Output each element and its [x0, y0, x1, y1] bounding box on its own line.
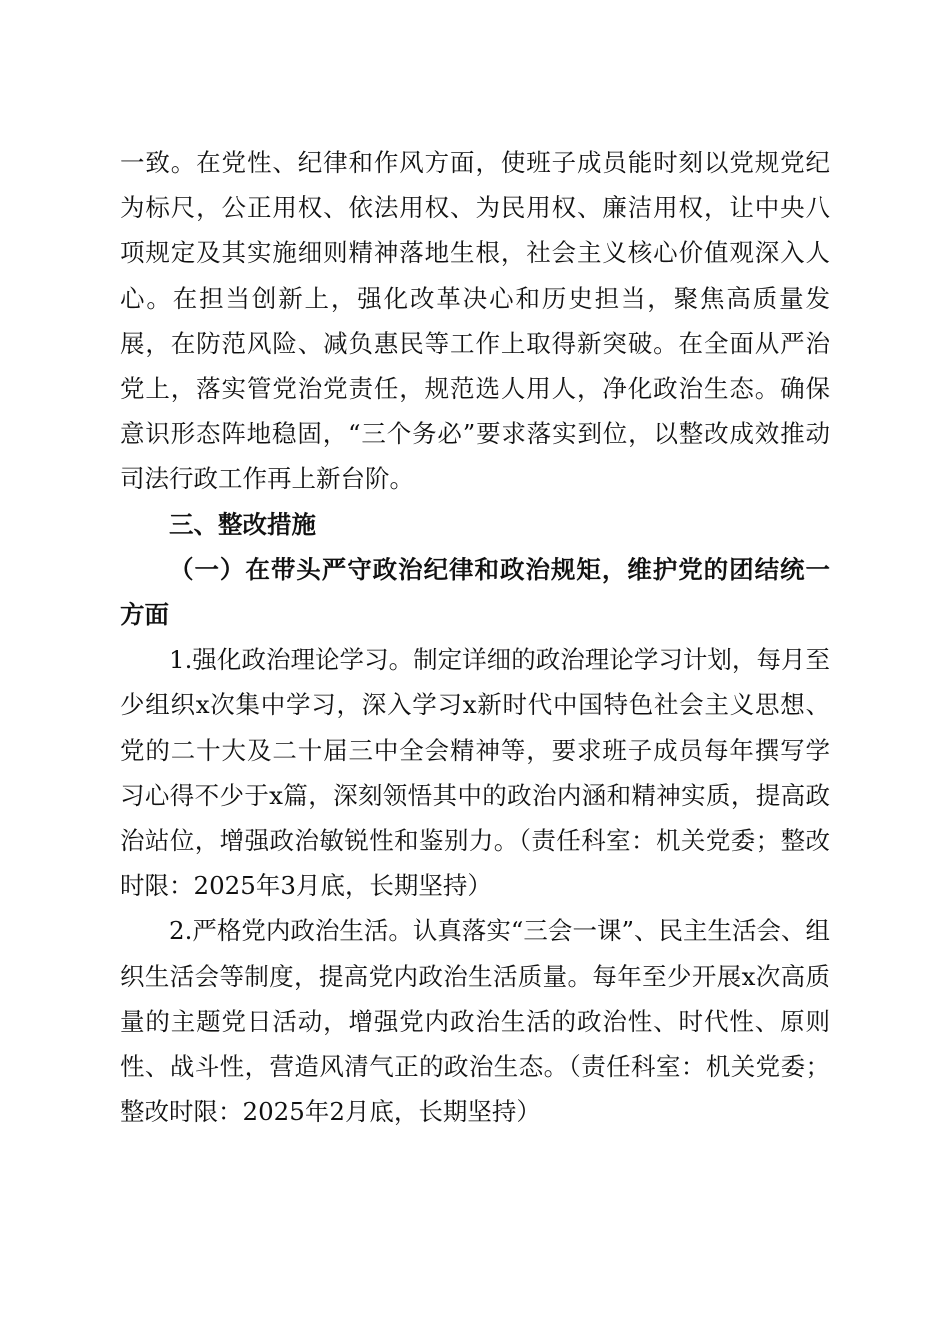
document-page	[120, 140, 830, 1134]
sub-heading-political-discipline: （一）在带头严守政治纪律和政治规矩，维护党的团结统一方面	[120, 554, 830, 630]
paragraph-continued-goals: 一致。在党性、纪律和作风方面，使班子成员能时刻以党规党纪为标尺，公正用权、依法用权、为民用权、廉洁用权，让中央八项规定及其实施细则精神落地生根，社会主义核心价值观深入人心。在担当创新上，强化改革决心和历史担当，聚焦高质量发展，在防范风险、减负惠民等工作上取得新突破。在全面从严治党上，落实管党治党责任，规范选人用人，净化政治生态。确保意识形态阵地稳固，“三个务必”要求落实到位，以整改成效推动司法行政工作再上新台阶。	[120, 148, 830, 494]
section-heading-rectification-measures: 三、整改措施	[169, 509, 316, 539]
paragraph-item-2-party-life: 2.严格党内政治生活。认真落实“三会一课”、民主生活会、组织生活会等制度，提高党内政治生活质量。每年至少开展x次高质量的主题党日活动，增强党内政治生活的政治性、时代性、原则性、战斗性，营造风清气正的政治生态。（责任科室：机关党委；整改时限：2025年2月底，长期坚持）	[120, 916, 830, 1127]
paragraph-item-1-theory-study: 1.强化政治理论学习。制定详细的政治理论学习计划，每月至少组织x次集中学习，深入学习x新时代中国特色社会主义思想、党的二十大及二十届三中全会精神等，要求班子成员每年撰写学习心得不少于x篇，深刻领悟其中的政治内涵和精神实质，提高政治站位，增强政治敏锐性和鉴别力。（责任科室：机关党委；整改时限：2025年3月底，长期坚持）	[120, 645, 830, 901]
